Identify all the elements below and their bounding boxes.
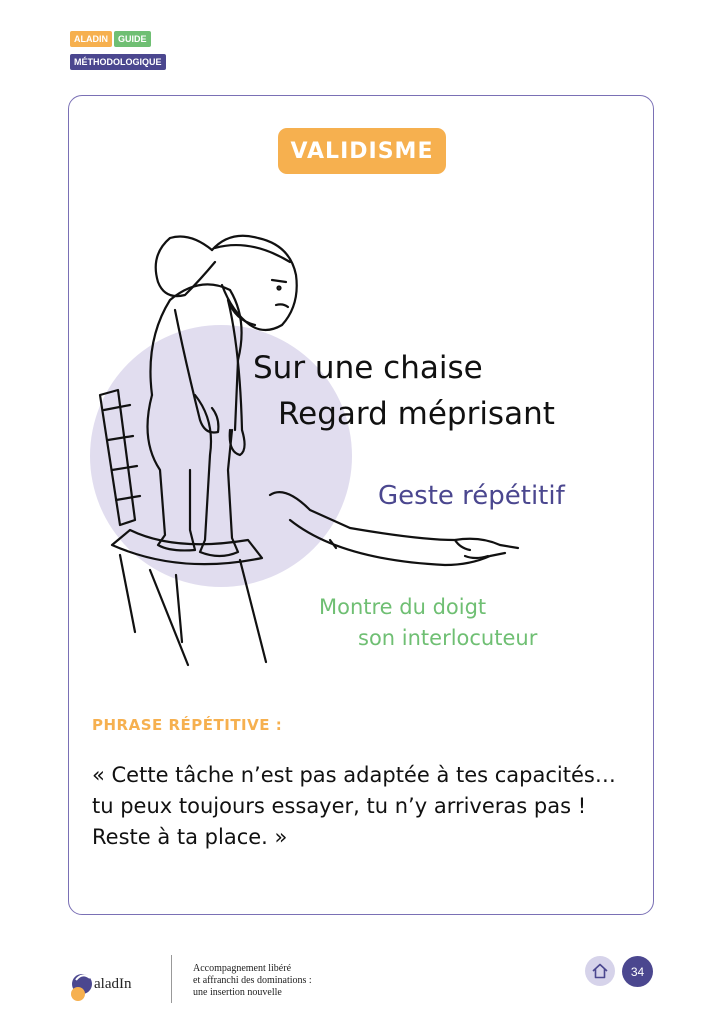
tagline-line: une insertion nouvelle: [193, 987, 282, 998]
tagline-line: Accompagnement libéré: [193, 963, 292, 974]
quote-line: Reste à ta place. »: [92, 825, 288, 849]
label-points-finger-line2: son interlocuteur: [358, 626, 538, 650]
label-contemptuous-look: Regard méprisant: [278, 396, 555, 432]
tag-aladin: ALADIN: [70, 31, 112, 47]
repetitive-phrase-quote: [92, 760, 652, 853]
aladin-logo: [68, 958, 148, 1004]
quote-line: tu peux toujours essayer, tu n’y arriveras pas !: [92, 794, 587, 818]
label-repetitive-gesture: Geste répétitif: [378, 481, 565, 511]
footer-tagline: [193, 963, 312, 999]
home-button[interactable]: [585, 956, 615, 986]
label-on-chair: Sur une chaise: [253, 350, 483, 386]
home-icon: [591, 962, 609, 980]
tagline-line: et affranchi des dominations :: [193, 975, 312, 986]
title-badge: VALIDISME: [278, 128, 446, 174]
tag-methodologique: MÉTHODOLOGIQUE: [70, 54, 166, 70]
label-points-finger-line1: Montre du doigt: [319, 595, 487, 619]
logo-text: aladIn: [94, 976, 132, 992]
phrase-heading: PHRASE RÉPÉTITIVE :: [92, 716, 283, 734]
footer-divider: [171, 955, 172, 1003]
tag-guide: GUIDE: [114, 31, 151, 47]
quote-line: « Cette tâche n’est pas adaptée à tes capacités…: [92, 763, 616, 787]
page-number: 34: [622, 956, 653, 987]
